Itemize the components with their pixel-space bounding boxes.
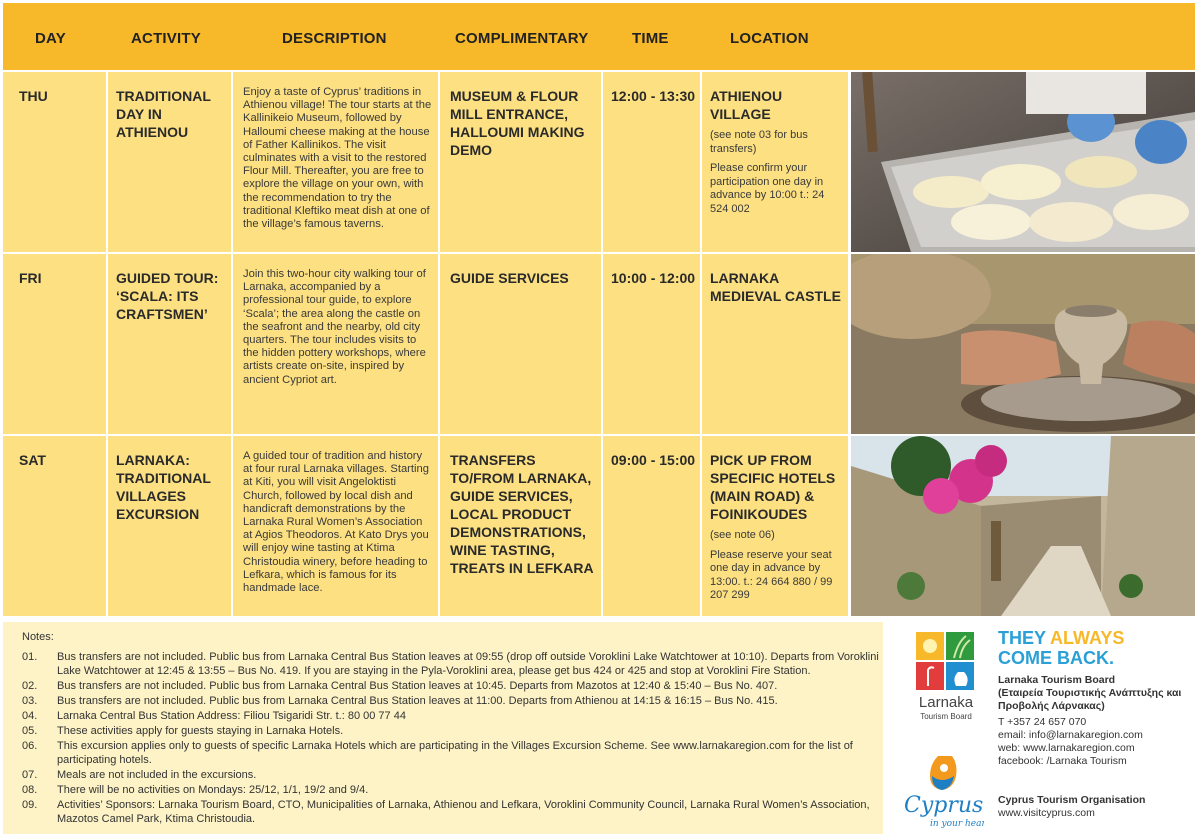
note-number: 04. (22, 710, 38, 722)
activity-cell: TRADITIONAL DAY IN ATHIENOU (116, 88, 211, 140)
description-cell: Enjoy a taste of Cyprus’ traditions in Athienou village! The tour starts at the Kallinikeio Museum, followed by Halloumi cheese making at the house of Father Kallinikos. The visit culminates with a visit to the restored Flour Mill. Thereafter, you are free to explore the village on your own, with the recommendation to try the traditional Kleftiko meat dish at one of the village’s famous taverns. (243, 86, 432, 231)
notes-title: Notes: (22, 631, 54, 643)
cto-contact (998, 794, 1145, 820)
note-item (22, 798, 883, 826)
note-item (22, 650, 883, 678)
header-location: LOCATION (730, 30, 809, 47)
note-text: Meals are not included in the excursions. (57, 769, 257, 781)
day-cell: SAT (19, 452, 46, 468)
tagline-part-1: THEY (998, 628, 1051, 648)
note-number: 06. (22, 740, 38, 752)
location-cell: LARNAKA MEDIEVAL CASTLE (710, 270, 841, 304)
note-item (22, 739, 883, 767)
larnaka-logo-text: Larnaka (918, 694, 974, 711)
location-cell: PICK UP FROM SPECIFIC HOTELS (MAIN ROAD) & FOINIKOUDES (710, 452, 836, 522)
note-text: Bus transfers are not included. Public bus from Larnaka Central Bus Station leaves at 11:00. Departs from Athienou at 14:15 & 16:15 – Bus No. 415. (57, 695, 778, 707)
cto-name: Cyprus Tourism Organisation (998, 794, 1146, 806)
note-item (22, 783, 883, 797)
location-reserve-note: Please reserve your seat one day in advance by 13:00. t.: 24 664 880 / 99 207 299 (710, 548, 833, 601)
cyprus-logo-subtext: in your heart (930, 819, 984, 829)
activity-cell: LARNAKA: TRADITIONAL VILLAGES EXCURSION (116, 452, 211, 522)
note-item (22, 679, 883, 693)
note-text: There will be no activities on Mondays: 25/12, 1/1, 19/2 and 9/4. (57, 784, 369, 796)
pottery-wheel-photo (851, 254, 1195, 434)
note-item (22, 724, 883, 738)
larnaka-logo-subtext: Tourism Board (920, 712, 972, 721)
note-text: Larnaka Central Bus Station Address: Filiou Tsigaridi Str. t.: 80 00 77 44 (57, 710, 406, 722)
description-cell: Join this two-hour city walking tour of Larnaka, accompanied by a professional tour guide, to explore ‘Scala’; the area along the castle on the seafront and the nearby, old city quarters. The tour includes visits to the hidden pottery workshops, where artists create on-site, inspired by ancient Cypriot art. (243, 268, 426, 386)
board-name: Larnaka Tourism Board (998, 674, 1116, 686)
notes-panel (3, 622, 883, 834)
board-email: email: info@larnakaregion.com (998, 729, 1143, 741)
cto-web: www.visitcyprus.com (998, 807, 1095, 819)
note-text: Activities’ Sponsors: Larnaka Tourism Board, CTO, Municipalities of Larnaka, Athienou and Lefkara, Voroklini Community Council, Larnaka Rural Women’s Association, Mazotos Camel Park, Ktima Christoudia. (57, 799, 870, 825)
time-cell: 09:00 - 15:00 (611, 452, 696, 468)
header-description: DESCRIPTION (282, 30, 387, 47)
note-number: 03. (22, 695, 38, 707)
table-header (3, 3, 1195, 70)
header-complimentary: COMPLIMENTARY (455, 30, 589, 47)
board-greek-name: (Εταιρεία Τουριστικής Ανάπτυξης και Προβολής Λάρνακας) (998, 687, 1182, 712)
location-confirm-note: Please confirm your participation one day in advance by 10:00 t.: 24 524 002 (710, 162, 825, 215)
board-contact (998, 674, 1196, 768)
tagline-accent: ALWAYS (1050, 628, 1125, 648)
note-number: 01. (22, 651, 38, 663)
header-day: DAY (35, 30, 66, 47)
note-number: 07. (22, 769, 38, 781)
note-text: Bus transfers are not included. Public bus from Larnaka Central Bus Station leaves at 09:55 (drop off outside Voroklini Lake Watchtower at 10:10). Departs from Voroklini Lake Watchtower at 12:45 & 13:55 – Bus No. 419. If you are staying in the Pyla-Voroklini area, please get bus 424 or 425 and stop at Voroklini Fire Station. (57, 651, 879, 677)
location-cell: ATHIENOU VILLAGE (710, 88, 783, 122)
note-number: 09. (22, 799, 38, 811)
time-cell: 10:00 - 12:00 (611, 270, 696, 286)
day-cell: THU (19, 88, 48, 104)
complimentary-cell: GUIDE SERVICES (450, 270, 569, 286)
description-cell: A guided tour of tradition and history at four rural Larnaka villages. Starting at Kiti, you will visit Angeloktisti Church, followed by local dish and handicraft demonstrations by the Larnaka Rural Women’s Association at Agios Theodoros. At Kato Drys you will enjoy wine tasting at Ktima Christoudia winery, before heading to Lefkara, which is famous for its handmade lace. (243, 450, 429, 595)
note-number: 05. (22, 725, 38, 737)
complimentary-cell: TRANSFERS TO/FROM LARNAKA, GUIDE SERVICES, LOCAL PRODUCT DEMONSTRATIONS, WINE TASTING, TREATS IN LEFKARA (450, 452, 594, 576)
note-item (22, 768, 883, 782)
note-item (22, 694, 883, 708)
larnaka-tourism-logo (906, 630, 974, 722)
note-text: Bus transfers are not included. Public bus from Larnaka Central Bus Station leaves at 10:45. Departs from Mazotos at 12:40 & 15:40 – Bus No. 407. (57, 680, 778, 692)
day-cell: FRI (19, 270, 42, 286)
board-facebook: facebook: /Larnaka Tourism (998, 755, 1127, 767)
village-street-photo (851, 436, 1195, 616)
location-note: (see note 06) (710, 529, 775, 541)
table-row-thu (3, 72, 848, 252)
note-text: These activities apply for guests staying in Larnaka Hotels. (57, 725, 344, 737)
header-activity: ACTIVITY (131, 30, 201, 47)
branding-panel (890, 622, 1196, 834)
complimentary-cell: MUSEUM & FLOUR MILL ENTRANCE, HALLOUMI MAKING DEMO (450, 88, 585, 158)
table-row-fri (3, 254, 848, 434)
board-phone: T +357 24 657 070 (998, 716, 1087, 728)
tagline (998, 628, 1124, 668)
header-time: TIME (632, 30, 669, 47)
cyprus-logo (900, 754, 984, 830)
cyprus-logo-text: Cyprus (904, 793, 984, 818)
table-row-sat (3, 436, 848, 616)
location-note: (see note 03 for bus transfers) (710, 129, 808, 155)
tagline-part-2: COME BACK. (998, 648, 1114, 668)
halloumi-making-photo (851, 72, 1195, 252)
note-item (22, 709, 883, 723)
activity-cell: GUIDED TOUR: ‘SCALA: ITS CRAFTSMEN’ (116, 270, 219, 322)
board-web: web: www.larnakaregion.com (998, 742, 1135, 754)
time-cell: 12:00 - 13:30 (611, 88, 696, 104)
note-number: 02. (22, 680, 38, 692)
note-number: 08. (22, 784, 38, 796)
note-text: This excursion applies only to guests of specific Larnaka Hotels which are participating in the Villages Excursion Scheme. See www.larnakaregion.com for the list of participating hotels. (57, 740, 853, 766)
